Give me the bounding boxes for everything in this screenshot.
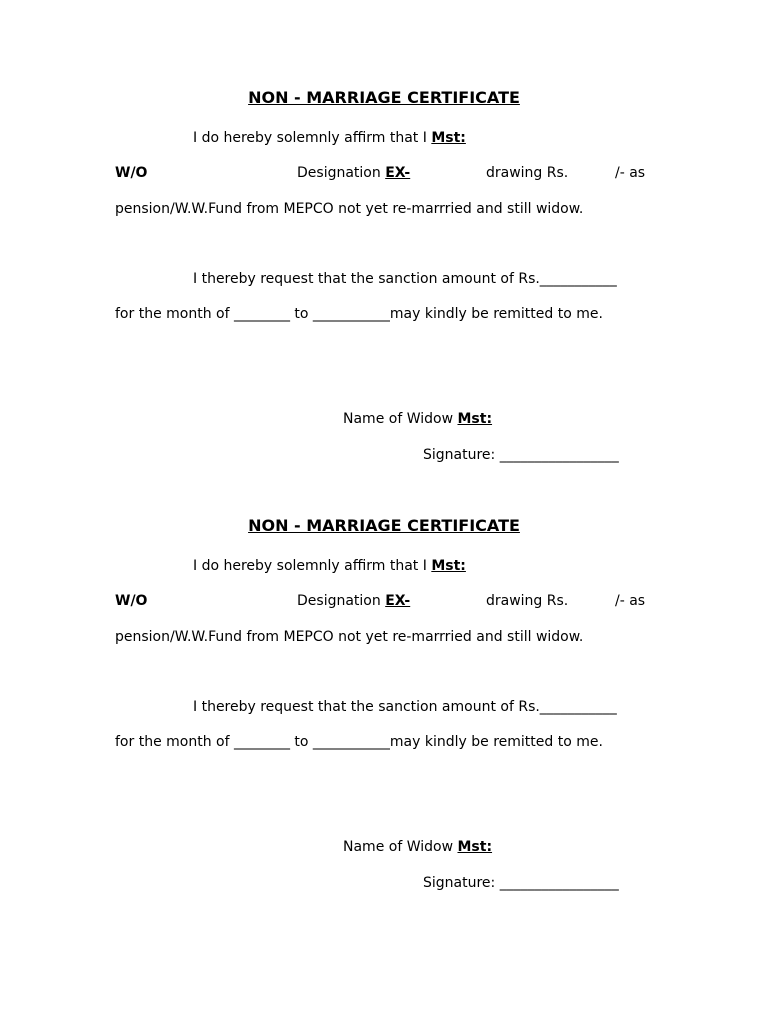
certificate-1 (0, 0, 768, 463)
widow-mst-label: Mst: (457, 411, 493, 427)
request-line: I thereby request that the sanction amount of Rs.___________ (193, 271, 617, 287)
ex-label: EX- (385, 593, 411, 609)
ex-label: EX- (385, 165, 411, 181)
request-line: I thereby request that the sanction amount of Rs.___________ (193, 699, 617, 715)
affirm-line (193, 129, 466, 147)
as-label: /- as (615, 165, 646, 181)
widow-mst-label: Mst: (457, 839, 493, 855)
as-label: /- as (615, 593, 646, 609)
certificate-title: NON - MARRIAGE CERTIFICATE (248, 516, 520, 535)
wo-label: W/O (115, 165, 148, 181)
pension-line: pension/W.W.Fund from MEPCO not yet re-marrried and still widow. (115, 629, 584, 645)
certificate-title: NON - MARRIAGE CERTIFICATE (248, 88, 520, 107)
designation-label: Designation (297, 165, 386, 181)
designation-label: Designation (297, 593, 386, 609)
certificate-2 (0, 428, 768, 891)
wo-label: W/O (115, 593, 148, 609)
mst-label: Mst: (431, 558, 466, 574)
mst-label: Mst: (431, 130, 466, 146)
affirm-text: I do hereby solemnly affirm that I (193, 558, 432, 574)
affirm-line (193, 557, 466, 575)
widow-name-line (343, 838, 492, 856)
affirm-text: I do hereby solemnly affirm that I (193, 130, 432, 146)
pension-line: pension/W.W.Fund from MEPCO not yet re-marrried and still widow. (115, 201, 584, 217)
month-line: for the month of ________ to ___________may kindly be remitted to me. (115, 306, 603, 322)
signature-line: Signature: _________________ (423, 447, 619, 463)
widow-label: Name of Widow (343, 839, 458, 855)
month-line: for the month of ________ to ___________may kindly be remitted to me. (115, 734, 603, 750)
signature-line: Signature: _________________ (423, 875, 619, 891)
designation-line (297, 164, 410, 182)
widow-name-line (343, 410, 492, 428)
drawing-label: drawing Rs. (486, 593, 569, 609)
designation-line (297, 592, 410, 610)
widow-label: Name of Widow (343, 411, 458, 427)
drawing-label: drawing Rs. (486, 165, 569, 181)
